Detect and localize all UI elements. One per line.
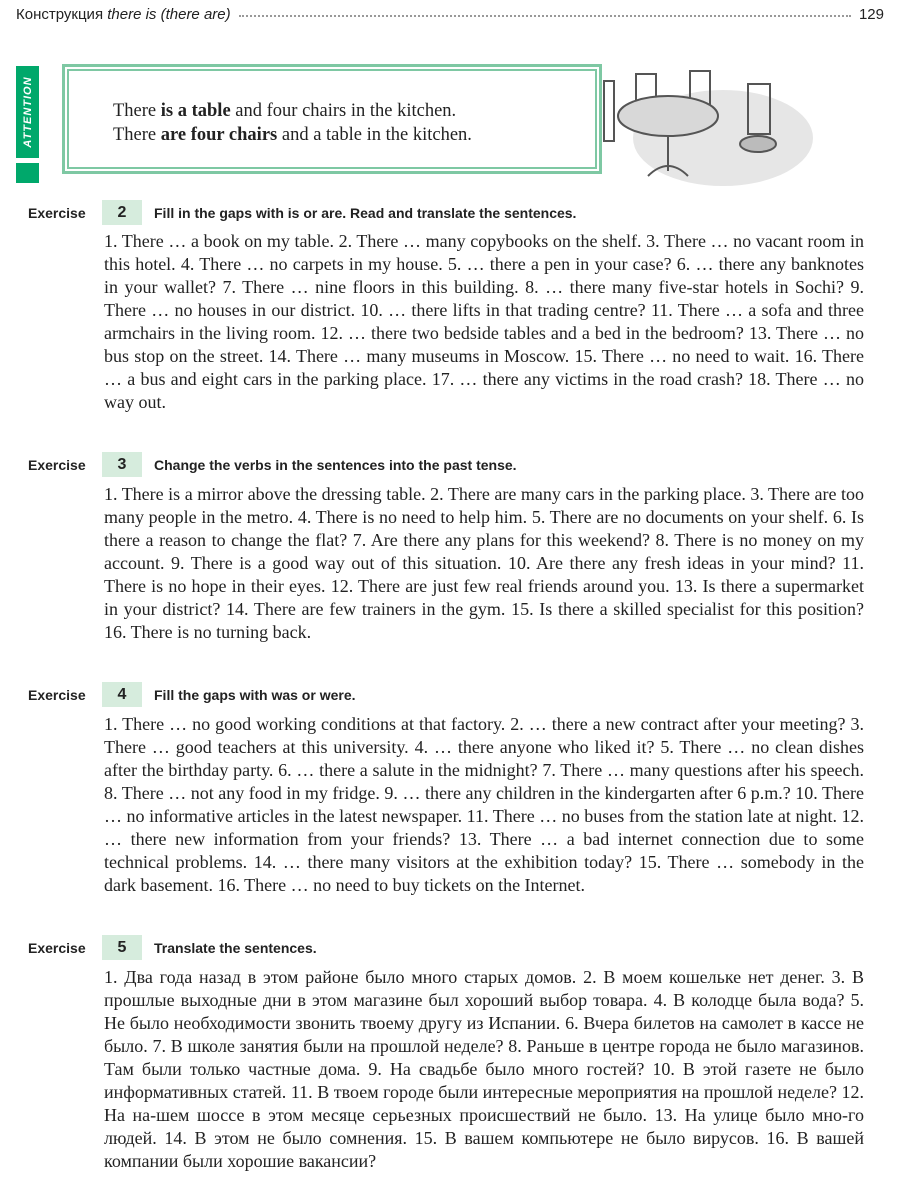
exercise-4-header — [28, 682, 356, 707]
exercise-number: 5 — [102, 935, 142, 960]
attention-box — [62, 64, 602, 174]
page-number: 129 — [858, 5, 884, 23]
exercise-instruction: Fill in the gaps with is or are. Read and translate the sentences. — [154, 204, 577, 221]
header-title: Конструкция there is (there are) — [16, 5, 231, 23]
exercise-label: Exercise — [28, 939, 86, 956]
exercise-3-text: 1. There is a mirror above the dressing table. 2. There are many cars in the parking place. 3. There are too many people in the metro. 4. There is no need to help him. 5. There are no documents on your shelf. 6. Is there a reason to change the flat? 7. Are there any plans for this weekend? 8. There is no money on my account. 9. There is a good way out of this situation. 10. Are there any fresh ideas in your mind? 11. There is no hope in their eyes. 12. There are just few real friends around you. 13. Is there a supermarket in your district? 14. There are few trainers in the gym. 15. Is there a skilled specialist for this position? 16. There is no turning back. — [104, 484, 864, 642]
exercise-instruction: Fill the gaps with was or were. — [154, 686, 356, 703]
exercise-3-header — [28, 452, 517, 477]
exercise-label: Exercise — [28, 686, 86, 703]
exercise-5-text: 1. Два года назад в этом районе было много старых домов. 2. В моем кошельке нет денег. 3. В прошлые выходные дни в этом магазине был хороший выбор товара. 4. В колодце была вода? 5. Не было необходимости звонить твоему другу из Испании. 6. Вчера билетов на самолет в кассе не было. 7. В школе занятия были на прошлой неделе? 8. Раньше в центре города не было магазинов. Там были только частные дома. 9. На свадьбе было много гостей? 10. В этой газете не было информативных статей. 11. В твоем городе были интересные мероприятия на прошлой неделе? 12. На на-шем шоссе в этом месяце серьезных происшествий не было. 13. На улице было мно-го людей. 14. В этом не было сомнения. 15. В вашем компьютере не было вирусов. 16. В вашей компании были хорошие вакансии? — [104, 967, 864, 1171]
running-header — [16, 4, 884, 24]
attention-tab — [16, 66, 39, 158]
exercise-instruction: Translate the sentences. — [154, 939, 317, 956]
attention-line-2: There are four chairs and a table in the kitchen. — [113, 125, 472, 145]
exercise-4-text: 1. There … no good working conditions at that factory. 2. … there a new contract after your meeting? 3. There … good teachers at this university. 4. … there anyone who liked it? 5. There … no clean dishes after the birthday party. 6. … there a salute in the midnight? 7. There … many questions after his speech. 8. There … not any food in my fridge. 9. … there any children in the kindergarten after 6 p.m.? 10. There … no informative articles in the latest newspaper. 11. There … no buses from the station late at night. 12. … there new information from your friends? 13. There … a bad internet connection due to some technical problems. 14. … there many visitors at the exhibition today? 15. There … somebody in the dark basement. 16. There … no need to buy tickets on the Internet. — [104, 714, 864, 895]
leader-dots — [239, 15, 851, 17]
exercise-number: 2 — [102, 200, 142, 225]
attention-label: ATTENTION — [21, 76, 34, 148]
table-chairs-illustration — [598, 66, 813, 191]
attention-line-1: There is a table and four chairs in the kitchen. — [113, 101, 457, 121]
exercise-5-header — [28, 935, 317, 960]
exercise-instruction: Change the verbs in the sentences into the past tense. — [154, 456, 517, 473]
exercise-2-text: 1. There … a book on my table. 2. There … many copybooks on the shelf. 3. There … no vacant room in this hotel. 4. There … no carpets in my house. 5. … there a pen in your case? 6. … there any banknotes in your wallet? 7. There … nine floors in this building. 8. … there many five-star hotels in Sochi? 9. There … no houses in our district. 10. … there lifts in that trading centre? 11. There … a sofa and three armchairs in the living room. 12. … there two bedside tables and a bed in the bedroom? 13. There … no bus stop on the street. 14. There … many museums in Moscow. 15. There … no need to wait. 16. There … a bus and eight cars in the parking place. 17. … there any victims in the road crash? 18. There … no way out. — [104, 231, 864, 412]
exercise-label: Exercise — [28, 456, 86, 473]
exercise-label: Exercise — [28, 204, 86, 221]
exercise-2-header — [28, 200, 576, 225]
attention-square — [16, 163, 39, 183]
exercise-number: 4 — [102, 682, 142, 707]
exercise-number: 3 — [102, 452, 142, 477]
